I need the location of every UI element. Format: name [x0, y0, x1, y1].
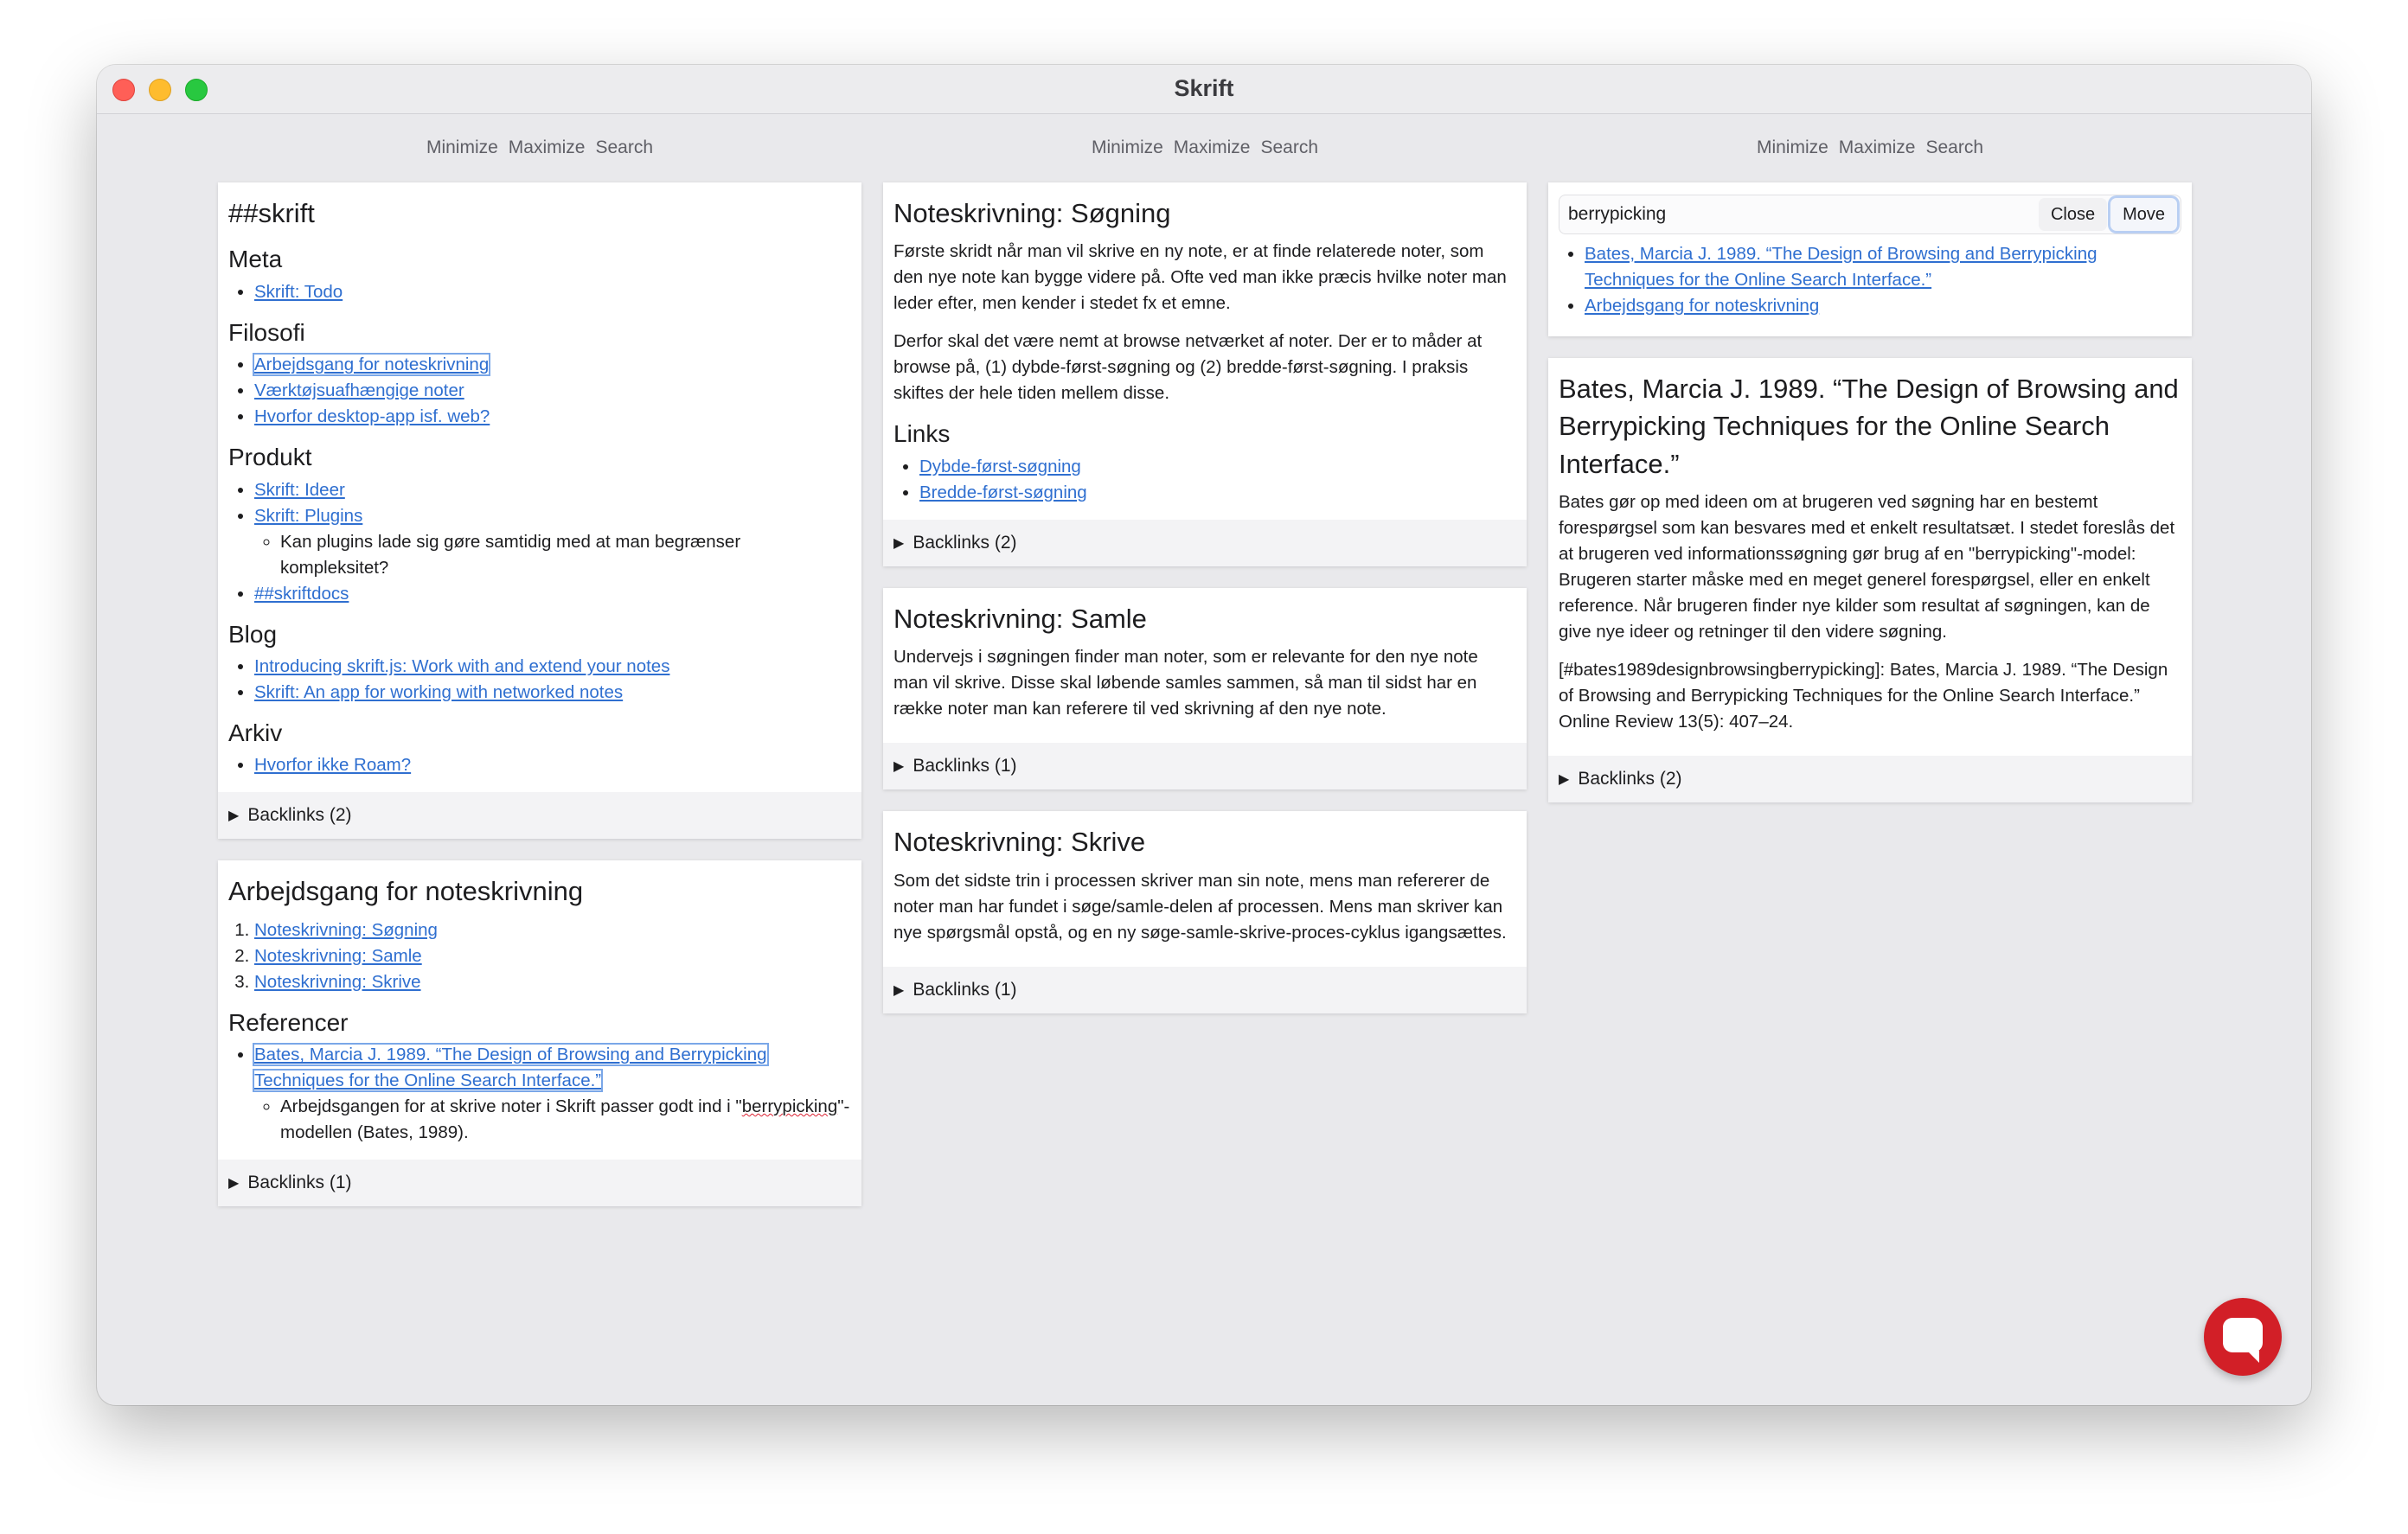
app-window — [97, 65, 2311, 1405]
sub-list — [254, 529, 851, 581]
backlinks-label: Backlinks (2) — [913, 532, 1017, 553]
section-heading-produkt: Produkt — [228, 444, 312, 471]
backlinks-label: Backlinks (1) — [247, 1173, 352, 1193]
title-bar — [97, 65, 2311, 114]
section-heading-filosofi: Filosofi — [228, 318, 305, 346]
note-card-samle — [883, 588, 1527, 789]
list-item — [1585, 293, 2181, 319]
maximize-button[interactable]: Maximize — [508, 137, 586, 157]
disclosure-triangle-icon: ▶ — [228, 1176, 240, 1192]
list-item — [254, 752, 851, 778]
backlinks-toggle[interactable] — [1548, 756, 2192, 802]
list-item — [254, 969, 851, 995]
list-blog — [228, 654, 851, 706]
list-item — [254, 917, 851, 943]
note-link[interactable]: ##skriftdocs — [254, 583, 349, 604]
paragraph: Som det sidste trin i processen skriver man sin note, mens man refererer de noter man har fundet i søge/samle-delen af processen. Mens man skriver kan nye spørgsmål opstå, og en ny søge-samle-skrive-proces-cyklus igangsættes. — [893, 870, 1507, 943]
sub-list — [254, 1094, 851, 1146]
text: "-modellen (Bates, 1989). — [280, 1096, 850, 1143]
note-link[interactable]: Bredde-først-søgning — [919, 482, 1087, 502]
search-button[interactable]: Search — [1925, 137, 1984, 157]
list-filosofi — [228, 352, 851, 430]
chat-bubble-icon — [2223, 1318, 2263, 1352]
maximize-button[interactable]: Maximize — [1173, 137, 1251, 157]
column-1 — [218, 113, 861, 1228]
backlinks-label: Backlinks (1) — [913, 756, 1017, 777]
paragraph: Bates gør op med ideen om at brugeren ved søgning har en bestemt forespørgsel som kan besvares med et enkelt resultatsæt. I stedet foreslås det at brugeren ved informationssøgning gør brug af en "berrypicking"-model: Brugeren starter måske med en meget generel forespørgsel, eller en enkelt reference. Når brugeren finder nye kilder som resultat af søgningen, kan de give nye ideer og retninger til den videre søgning. — [1559, 492, 2175, 642]
search-result-link[interactable]: Bates, Marcia J. 1989. “The Design of Browsing and Berrypicking Techniques for the Online Search Interface.” — [1585, 244, 2097, 290]
list-item — [254, 477, 851, 503]
note-link[interactable]: Hvorfor desktop-app isf. web? — [254, 406, 490, 427]
search-results — [1559, 241, 2181, 319]
disclosure-triangle-icon: ▶ — [893, 759, 905, 775]
list-item — [254, 1042, 851, 1146]
column-2 — [883, 113, 1527, 1035]
paragraph: Derfor skal det være nemt at browse netværket af noter. Der er to måder at browse på, (1) dybde-først-søgning og (2) bredde-først-søgning. I praksis skiftes der hele tiden mellem disse. — [893, 331, 1483, 404]
text: Arbejdsgangen for at skrive noter i Skrift passer godt ind i " — [280, 1096, 742, 1117]
section-heading-arkiv: Arkiv — [228, 719, 283, 746]
list-meta — [228, 279, 851, 305]
backlinks-toggle[interactable] — [883, 520, 1527, 566]
backlinks-label: Backlinks (2) — [247, 805, 352, 826]
note-link[interactable]: Arbejdsgang for noteskrivning — [254, 355, 490, 375]
paragraph: [#bates1989designbrowsingberrypicking]: Bates, Marcia J. 1989. “The Design of Browsing and Berrypicking Techniques for the Online Search Interface.” Online Review 13(5): 407–24. — [1559, 660, 2168, 732]
list-arkiv — [228, 752, 851, 778]
section-heading-blog: Blog — [228, 620, 278, 648]
chat-button[interactable] — [2204, 1298, 2282, 1376]
section-heading-links: Links — [893, 420, 951, 448]
search-button[interactable]: Search — [1260, 137, 1319, 157]
list-item — [254, 581, 851, 607]
ordered-list — [228, 917, 851, 995]
column-3-toolbar — [1548, 113, 2192, 182]
list-item — [254, 654, 851, 680]
section-heading-referencer: Referencer — [228, 1008, 349, 1036]
list-item — [254, 943, 851, 969]
search-panel — [1548, 182, 2192, 336]
backlinks-toggle[interactable] — [883, 967, 1527, 1013]
note-link[interactable]: Skrift: An app for working with networked notes — [254, 681, 624, 702]
list-item — [919, 454, 1516, 480]
search-result-link[interactable]: Arbejdsgang for noteskrivning — [1585, 296, 1820, 316]
note-link[interactable]: Bates, Marcia J. 1989. “The Design of Browsing and Berrypicking Techniques for the Online Search Interface.” — [254, 1045, 767, 1091]
list-item — [280, 1094, 851, 1146]
list-referencer — [228, 1042, 851, 1146]
note-title: Noteskrivning: Søgning — [893, 198, 1171, 228]
search-button[interactable]: Search — [595, 137, 654, 157]
note-title: Arbejdsgang for noteskrivning — [228, 876, 584, 907]
note-card-arbejdsgang — [218, 860, 861, 1206]
note-title: Bates, Marcia J. 1989. “The Design of Browsing and Berrypicking Techniques for the Online Search Interface.” — [1559, 374, 2179, 479]
backlinks-toggle[interactable] — [218, 1160, 861, 1206]
note-link[interactable]: Skrift: Todo — [254, 281, 343, 302]
list-item — [919, 480, 1516, 506]
disclosure-triangle-icon: ▶ — [893, 535, 905, 551]
note-link[interactable]: Noteskrivning: Søgning — [254, 919, 438, 940]
note-link[interactable]: Noteskrivning: Samle — [254, 945, 422, 966]
note-card-soegning — [883, 182, 1527, 566]
move-button[interactable]: Move — [2110, 198, 2177, 231]
note-title: Noteskrivning: Samle — [893, 603, 1147, 634]
column-2-toolbar — [883, 113, 1527, 182]
backlinks-toggle[interactable] — [883, 743, 1527, 789]
note-link[interactable]: Hvorfor ikke Roam? — [254, 755, 412, 776]
list-item: ◦ Kan plugins lade sig gøre samtidig med at man begrænser kompleksitet? — [280, 529, 851, 581]
list-produkt — [228, 477, 851, 607]
list-item — [254, 680, 851, 706]
backlinks-label: Backlinks (2) — [1578, 769, 1682, 789]
minimize-button[interactable]: Minimize — [426, 137, 498, 157]
note-link[interactable]: Introducing skrift.js: Work with and extend your notes — [254, 655, 670, 676]
list-item — [254, 279, 851, 305]
list-item — [254, 378, 851, 404]
minimize-button[interactable]: Minimize — [1091, 137, 1163, 157]
close-search-button[interactable]: Close — [2039, 198, 2107, 231]
note-link[interactable]: Dybde-først-søgning — [919, 456, 1081, 476]
misspelled-word: berrypicking — [741, 1096, 838, 1117]
list-item — [254, 352, 851, 378]
column-3 — [1548, 113, 2192, 824]
list-links — [893, 454, 1516, 506]
note-card-skrift — [218, 182, 861, 839]
minimize-button[interactable]: Minimize — [1756, 137, 1828, 157]
note-title: ##skrift — [228, 198, 315, 228]
list-item — [254, 503, 851, 581]
list-item — [254, 404, 851, 430]
disclosure-triangle-icon: ▶ — [893, 982, 905, 998]
backlinks-label: Backlinks (1) — [913, 979, 1017, 1000]
maximize-button[interactable]: Maximize — [1838, 137, 1916, 157]
disclosure-triangle-icon: ▶ — [228, 809, 240, 824]
note-link[interactable]: Noteskrivning: Skrive — [254, 971, 421, 992]
backlinks-toggle[interactable] — [218, 792, 861, 839]
note-card-skrive — [883, 811, 1527, 1013]
search-bar — [1559, 195, 2181, 234]
paragraph: Første skridt når man vil skrive en ny note, er at finde relaterede noter, som den nye note kan bygge videre på. Ofte ved man ikke præcis hvilke noter man leder efter, men kender i stedet fx et emne. — [893, 241, 1507, 314]
section-heading-meta: Meta — [228, 246, 283, 273]
paragraph: Undervejs i søgningen finder man noter, som er relevante for den nye note man vil skrive. Disse skal løbende samles sammen, så man til sidst har en række noter man kan referere til ved skrivning af den nye note. — [893, 647, 1478, 719]
search-input[interactable] — [1559, 197, 2039, 232]
window-title: Skrift — [1174, 75, 1234, 101]
note-card-bates — [1548, 358, 2192, 802]
column-1-toolbar — [218, 113, 861, 182]
disclosure-triangle-icon: ▶ — [1559, 772, 1570, 788]
note-link[interactable]: Skrift: Ideer — [254, 479, 345, 500]
note-link[interactable]: Værktøjsuafhængige noter — [254, 380, 464, 401]
note-link[interactable]: Skrift: Plugins — [254, 505, 363, 526]
list-item — [1585, 241, 2181, 293]
note-title: Noteskrivning: Skrive — [893, 827, 1146, 858]
